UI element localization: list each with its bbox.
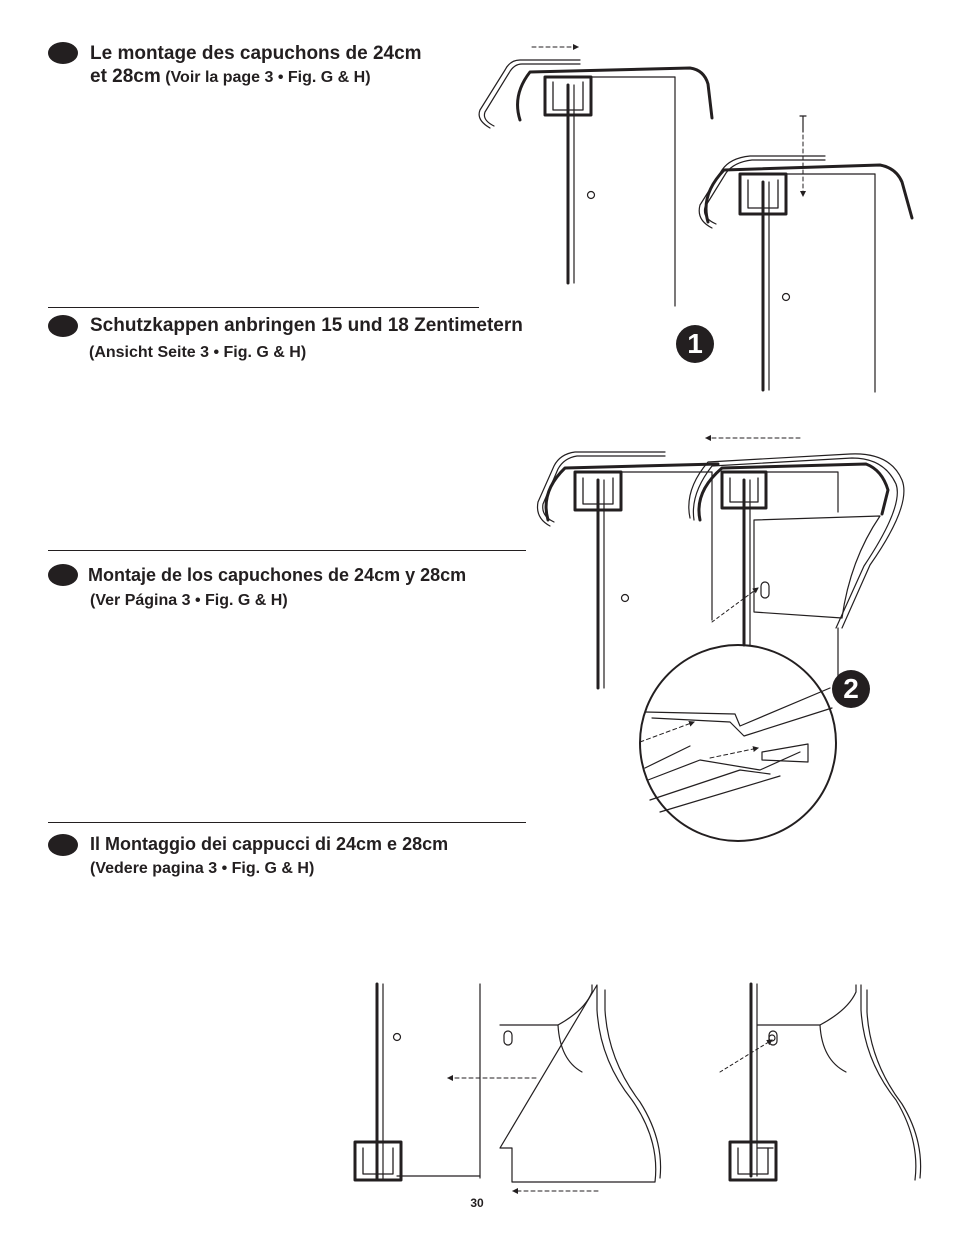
figure-1-bottom: [699, 116, 912, 392]
step-badge-1: 1: [676, 325, 714, 363]
page-number: 30: [470, 1196, 484, 1210]
title-french: Le montage des capuchons de 24cm: [90, 43, 422, 64]
subtitle-spanish: (Ver Página 3 • Fig. G & H): [90, 592, 288, 609]
title-italian: Il Montaggio dei cappucci di 24cm e 28cm: [90, 834, 449, 854]
figure-1-top: [479, 47, 712, 306]
subtitle-german: (Ansicht Seite 3 • Fig. G & H): [89, 344, 307, 361]
step-badge-2: 2: [832, 670, 870, 708]
subtitle-french: (Voir la page 3 • Fig. G & H): [165, 69, 371, 86]
figure-3-right: [720, 984, 921, 1180]
title-spanish: Montaje de los capuchones de 24cm y 28cm: [88, 565, 467, 585]
subtitle-italian: (Vedere pagina 3 • Fig. G & H): [90, 860, 315, 877]
title-german: Schutzkappen anbringen 15 und 18 Zentimetern: [90, 315, 523, 336]
figure-2: [538, 438, 904, 841]
title-french-part2: et 28cm: [90, 66, 161, 87]
figure-3-left: [355, 984, 661, 1191]
